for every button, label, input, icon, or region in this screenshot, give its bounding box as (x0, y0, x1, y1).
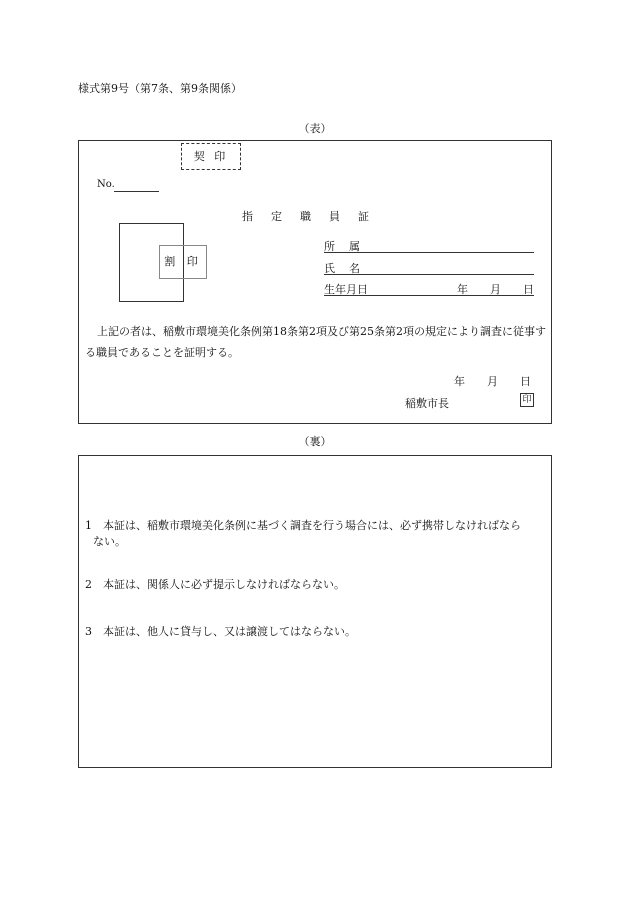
name-field (324, 260, 534, 275)
issue-date: 年 月 日 (454, 375, 531, 388)
affiliation-label: 所属 (324, 240, 374, 253)
id-card-back (78, 455, 552, 768)
form-title: 様式第9号（第7条、第9条関係） (78, 82, 242, 95)
note-text: 本証は、他人に貸与し、又は譲渡してはならない。 (103, 625, 356, 638)
back-label: （裏） (298, 435, 332, 448)
note-2 (85, 577, 551, 593)
front-label: （表） (298, 122, 332, 135)
tally-seal-box: 割 印 (159, 245, 207, 279)
name-label: 氏名 (324, 262, 374, 275)
id-card-front (78, 140, 552, 424)
mayor-title: 稲敷市長 (405, 397, 449, 410)
birthdate-label: 生年月日 (324, 283, 368, 296)
note-number: 2 (85, 578, 92, 591)
contract-seal-box: 契 印 (181, 143, 241, 170)
number-label: No. (97, 179, 115, 190)
certification-text: 上記の者は、稲敷市環境美化条例第18条第2項及び第25条第2項の規定により調査に従事する職員であることを証明する。 (85, 325, 546, 359)
affiliation-field (324, 238, 534, 253)
number-line (114, 191, 159, 192)
note-text-cont: ない。 (93, 535, 126, 548)
note-text: 本証は、稲敷市環境美化条例に基づく調査を行う場合には、必ず携帯しなければなら (103, 519, 521, 532)
note-text: 本証は、関係人に必ず提示しなければならない。 (103, 578, 345, 591)
birthdate-ymd: 年 月 日 (457, 283, 534, 296)
note-number: 1 (85, 519, 92, 532)
seal-stamp: 印 (520, 393, 534, 407)
note-3 (85, 624, 551, 640)
birthdate-field (324, 281, 534, 296)
note-number: 3 (85, 625, 92, 638)
note-1 (85, 518, 551, 550)
card-title: 指定職員証 (242, 210, 387, 223)
